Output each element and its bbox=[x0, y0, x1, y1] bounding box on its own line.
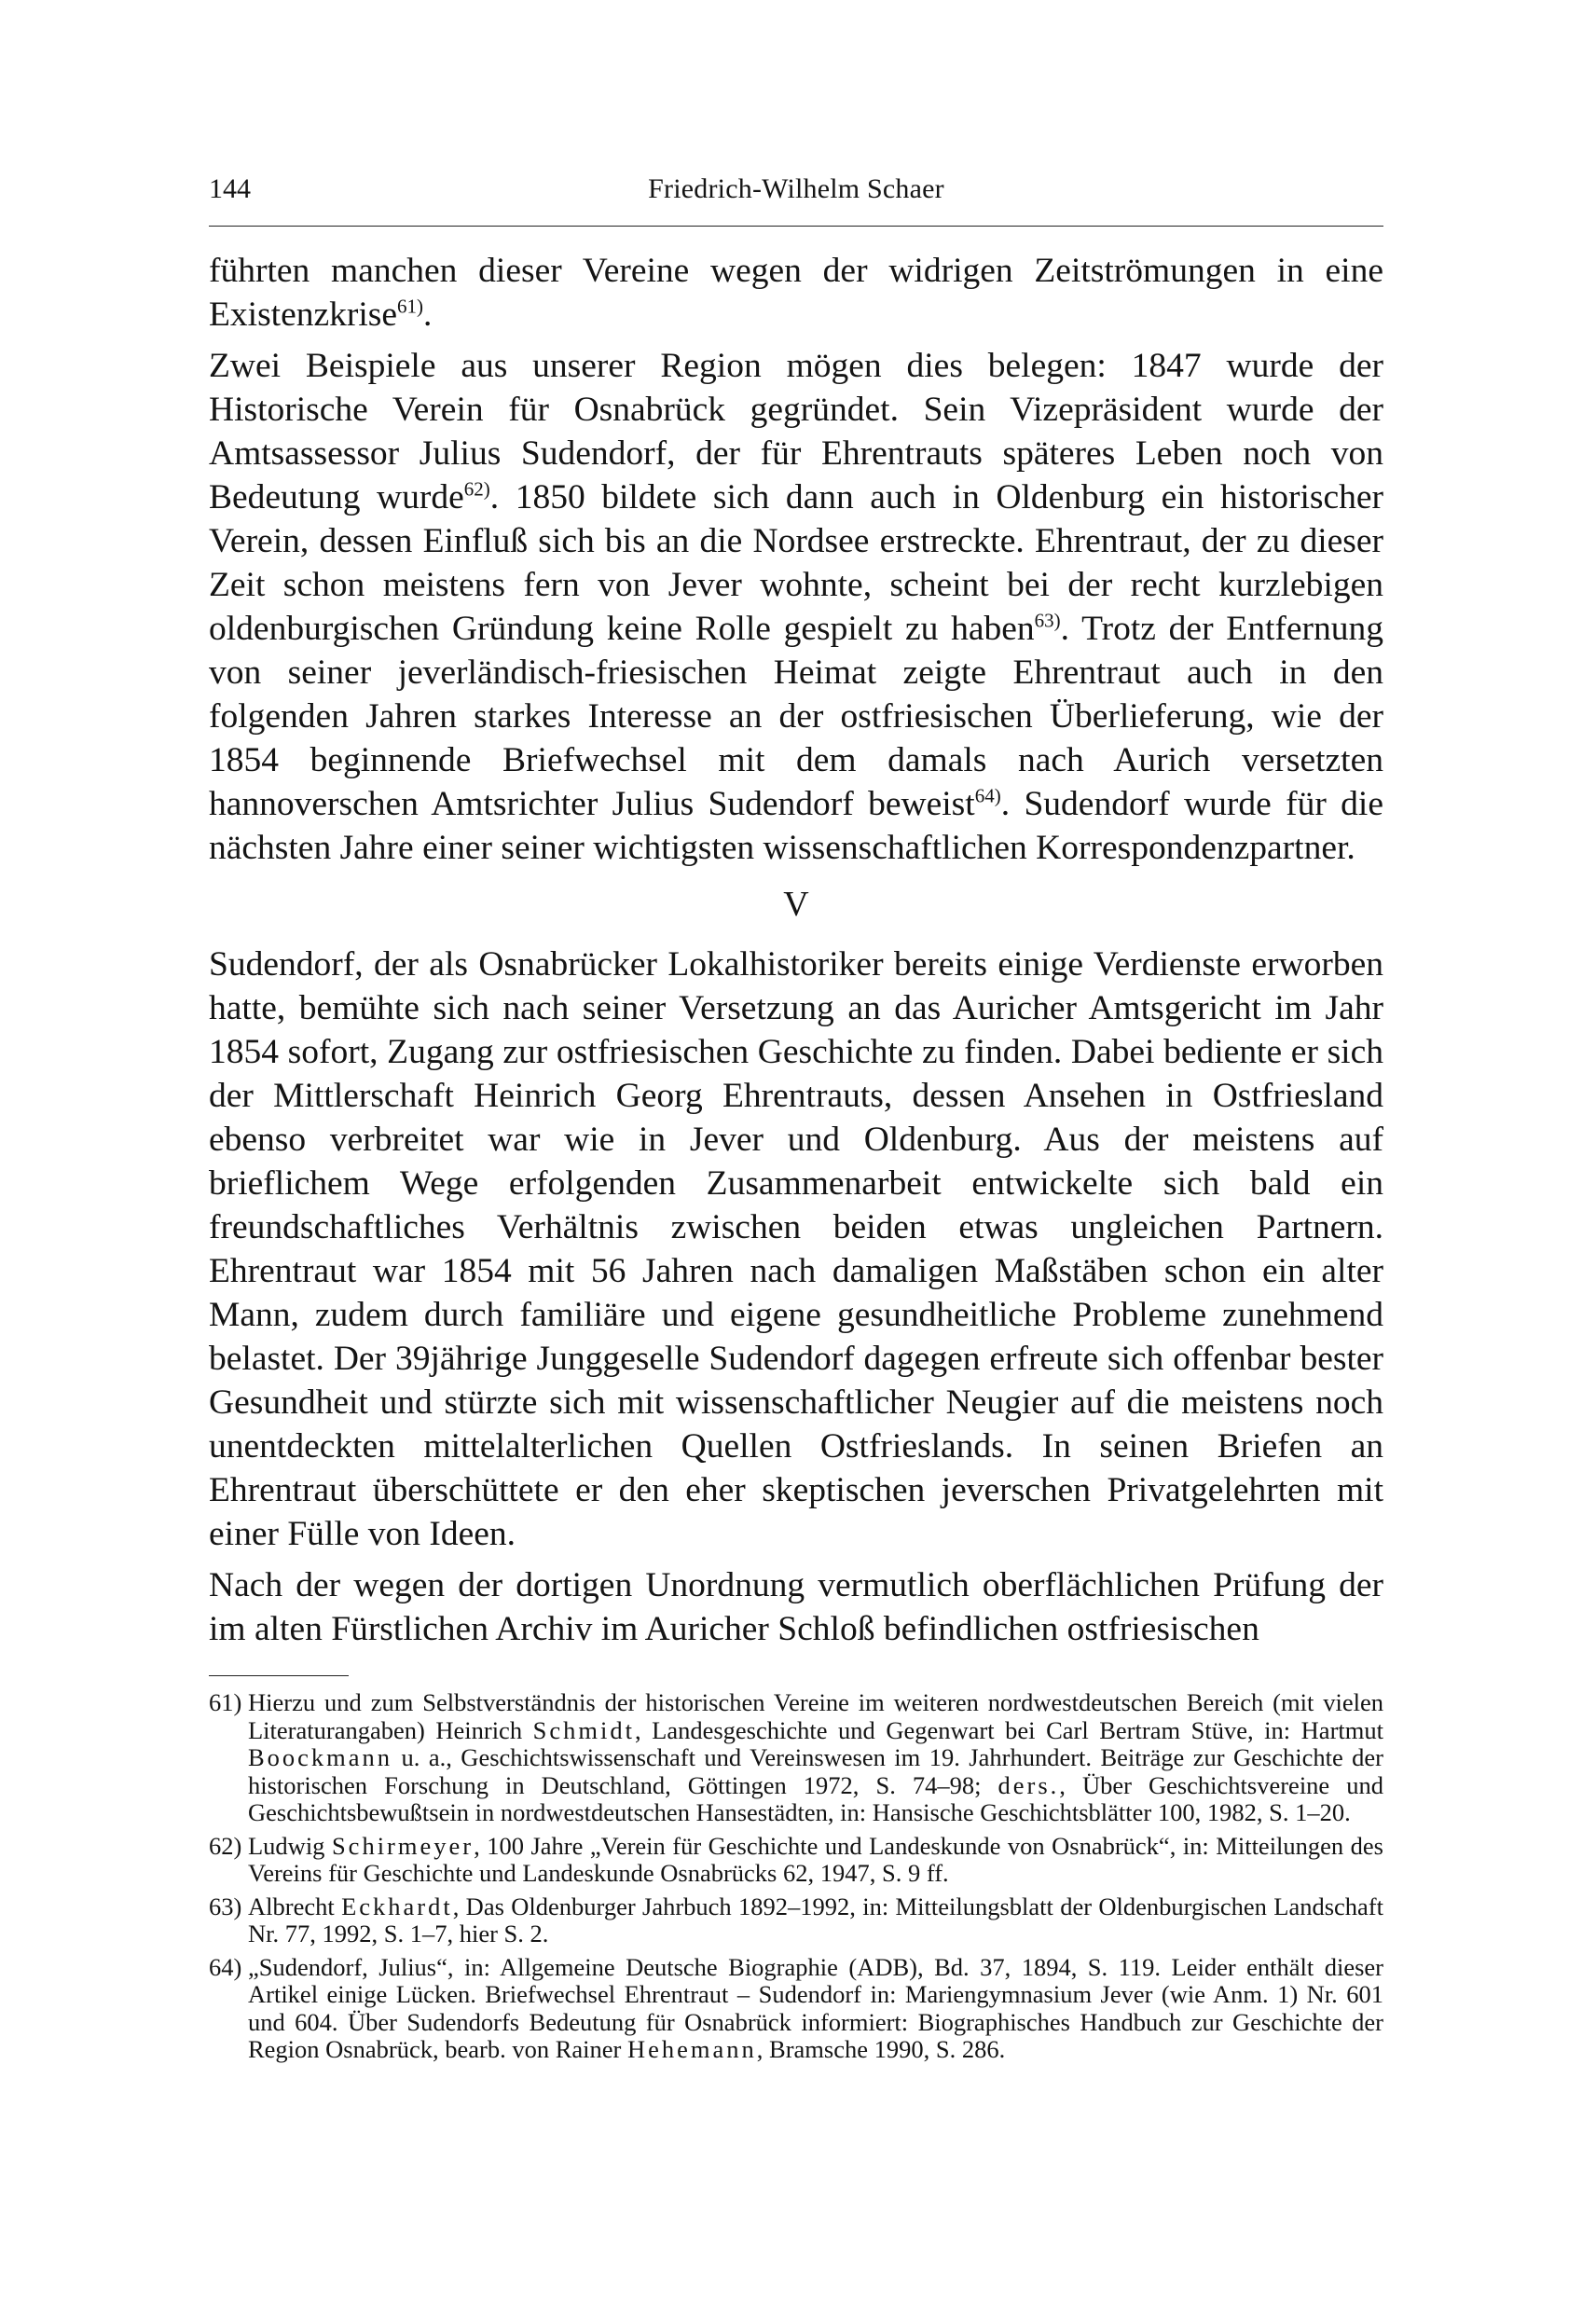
paragraph-4: Nach der wegen der dortigen Unordnung vermutlich oberflächlichen Prüfung der im alten Fürstlichen Archiv im Auricher Schloß befindlichen ostfriesischen bbox=[209, 1566, 1383, 1648]
footnote-ref-64: 64) bbox=[974, 784, 1001, 807]
footnote-ref-61: 61) bbox=[397, 295, 424, 318]
footnote-ref-63: 63) bbox=[1034, 609, 1061, 632]
footnote bbox=[209, 1893, 1383, 1948]
footnote-author-name: Schirmeyer bbox=[331, 1831, 475, 1860]
footnote-rule bbox=[209, 1675, 349, 1676]
footnote-text: Albrecht bbox=[248, 1892, 342, 1920]
footnote-text: , 100 Jahre „Verein für Geschichte und Landeskunde von Osnabrück“, in: Mitteilungen des Vereins für Geschichte und Landeskunde Osnabrücks 62, 1947, S. 9 ff. bbox=[248, 1831, 1383, 1887]
footnote-author-name: ders. bbox=[998, 1770, 1060, 1799]
main-text bbox=[209, 249, 1383, 1651]
running-head bbox=[209, 173, 1383, 216]
page-number: 144 bbox=[209, 173, 251, 204]
footnote-number: 62) bbox=[209, 1831, 242, 1860]
header-rule bbox=[209, 226, 1383, 227]
paragraph-1: führten manchen dieser Vereine wegen der widrigen Zeitströmungen in eine Existenzkrise$^{61)}$. bbox=[209, 252, 1383, 334]
footnote bbox=[209, 1833, 1383, 1888]
footnote-author-name: Schmidt bbox=[532, 1715, 635, 1744]
footnote-number: 63) bbox=[209, 1892, 242, 1920]
footnote-author-name: Eckhardt bbox=[341, 1892, 453, 1920]
footnote bbox=[209, 1954, 1383, 2064]
footnote-author-name: Hehemann bbox=[626, 2035, 757, 2063]
footnote-text: Ludwig bbox=[248, 1831, 332, 1860]
footnote-text: u. a., Geschichtswissenschaft und Vereinswesen im 19. Jahrhundert. Beiträge zur Geschichte der historischen Forschung in Deutschland, Göttingen 1972, S. 74–98; bbox=[248, 1743, 1383, 1799]
book-page bbox=[209, 173, 1383, 2070]
footnote-text: „Sudendorf, Julius“, in: Allgemeine Deutsche Biographie (ADB), Bd. 37, 1894, S. 119. Leider enthält dieser Artikel einige Lücken. Briefwechsel Ehrentraut – Sudendorf in: Mariengymnasium Jever (wie Anm. 1) Nr. 601 und 604. Über Sudendorfs Bedeutung für Osnabrück informiert: Biographisches Handbuch zur Geschichte der Region Osnabrück, bearb. von Rainer bbox=[248, 1952, 1383, 2063]
section-heading: V bbox=[783, 885, 809, 924]
footnote-text: Hierzu und zum Selbstverständnis der historischen Vereine im weiteren nordwestdeutschen Bereich (mit vielen Literaturangaben) Heinrich bbox=[248, 1688, 1383, 1744]
footnote-text: , Bramsche 1990, S. 286. bbox=[756, 2035, 1006, 2063]
running-title: Friedrich-Wilhelm Schaer bbox=[648, 173, 944, 204]
footnote-text: , Das Oldenburger Jahrbuch 1892–1992, in: Mitteilungsblatt der Oldenburgischen Landschaft Nr. 77, 1992, S. 1–7, hier S. 2. bbox=[248, 1892, 1383, 1947]
paragraph-3: Sudendorf, der als Osnabrücker Lokalhistoriker bereits einige Verdienste erworben hatte, bemühte sich nach seiner Versetzung an das Auricher Amtsgericht im Jahr 1854 sofort, Zugang zur ostfriesischen Geschichte zu finden. Dabei bediente er sich der Mittlerschaft Heinrich Georg Ehrentrauts, dessen Ansehen in Ostfriesland ebenso verbreitet war wie in Jever und Oldenburg. Aus der meistens auf brieflichem Wege erfolgenden Zusammenarbeit entwickelte sich bald ein freundschaftliches Verhältnis zwischen beiden etwas ungleichen Partnern. Ehrentraut war 1854 mit 56 Jahren nach damaligen Maßstäben schon ein alter Mann, zudem durch familiäre und eigene gesundheitliche Probleme zunehmend belastet. Der 39jährige Junggeselle Sudendorf dagegen erfreute sich offenbar bester Gesundheit und stürzte sich mit wissenschaftlicher Neugier auf die meistens noch unentdeckten mittelalterlichen Quellen Ostfrieslands. In seinen Briefen an Ehrentraut überschüttete er den eher skeptischen jeverschen Privatgelehrten mit einer Fülle von Ideen. bbox=[209, 945, 1383, 1553]
footnote-text: , Über Geschichtsvereine und Geschichtsbewußtsein in nordwestdeutschen Hansestädten, in: Hansische Geschichtsblätter 100, 1982, S. 1–20. bbox=[248, 1770, 1383, 1826]
paragraph-2: Zwei Beispiele aus unserer Region mögen dies belegen: 1847 wurde der Historische Verein für Osnabrück gegründet. Sein Vizepräsident wurde der Amtsassessor Julius Sudendorf, der für Ehrentrauts späteres Leben noch von Bedeutung wurde$^{62)}$. 1850 bildete sich dann auch in Oldenburg ein historischer Verein, dessen Einfluß sich bis an die Nordsee erstreckte. Ehrentraut, der zu dieser Zeit schon meistens fern von Jever wohnte, scheint bei der recht kurzlebigen oldenburgischen Gründung keine Rolle gespielt zu haben$^{63)}$. Trotz der Entfernung von seiner jeverländisch-friesischen Heimat zeigte Ehrentraut auch in den folgenden Jahren starkes Interesse an der ostfriesischen Überlieferung, wie der 1854 beginnende Briefwechsel mit dem damals nach Aurich versetzten hannoverschen Amtsrichter Julius Sudendorf beweist$^{64)}$. Sudendorf wurde für die nächsten Jahre einer seiner wichtigsten wissenschaftlichen Korrespondenzpartner. bbox=[209, 347, 1383, 867]
footnote-text: , Landesgeschichte und Gegenwart bei Carl Bertram Stüve, in: Hartmut bbox=[634, 1715, 1383, 1744]
footnote-number: 64) bbox=[209, 1952, 242, 1981]
footnote-ref-62: 62) bbox=[463, 477, 490, 501]
footnote bbox=[209, 1689, 1383, 1827]
footnote-author-name: Boockmann bbox=[248, 1743, 393, 1771]
footnote-number: 61) bbox=[209, 1688, 242, 1716]
footnotes bbox=[209, 1689, 1383, 2064]
